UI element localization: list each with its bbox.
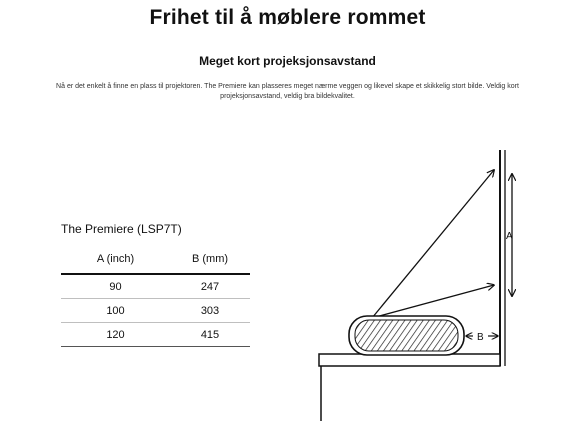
cell-a: 90 <box>61 274 170 299</box>
table-row <box>61 323 250 347</box>
spec-table <box>61 245 250 347</box>
cell-a: 120 <box>61 323 170 347</box>
section-title: Meget kort projeksjonsavstand <box>199 54 376 68</box>
projector-icon <box>349 316 464 355</box>
table-row <box>61 274 250 299</box>
cell-b: 303 <box>170 299 250 323</box>
header-b-mm: B (mm) <box>170 245 250 274</box>
spec-table-header-row <box>61 245 250 274</box>
table-surface <box>319 354 500 421</box>
cell-a: 100 <box>61 299 170 323</box>
header-a-inch: A (inch) <box>61 245 170 274</box>
spec-table-title: The Premiere (LSP7T) <box>61 222 182 236</box>
wall <box>500 150 505 366</box>
projection-beams <box>372 170 494 318</box>
label-a: A <box>506 231 513 242</box>
label-b: B <box>477 332 484 343</box>
projection-diagram <box>300 140 575 421</box>
table-row <box>61 299 250 323</box>
page-title: Frihet til å møblere rommet <box>149 6 426 29</box>
description: Nå er det enkelt å finne en plass til projektoren. The Premiere kan plasseres meget nærme veggen og likevel skape et skikkelig stort bilde. Veldig kort projeksjonsavstand, veldig bra bildekvalitet. <box>56 83 519 100</box>
cell-b: 247 <box>170 274 250 299</box>
cell-b: 415 <box>170 323 250 347</box>
